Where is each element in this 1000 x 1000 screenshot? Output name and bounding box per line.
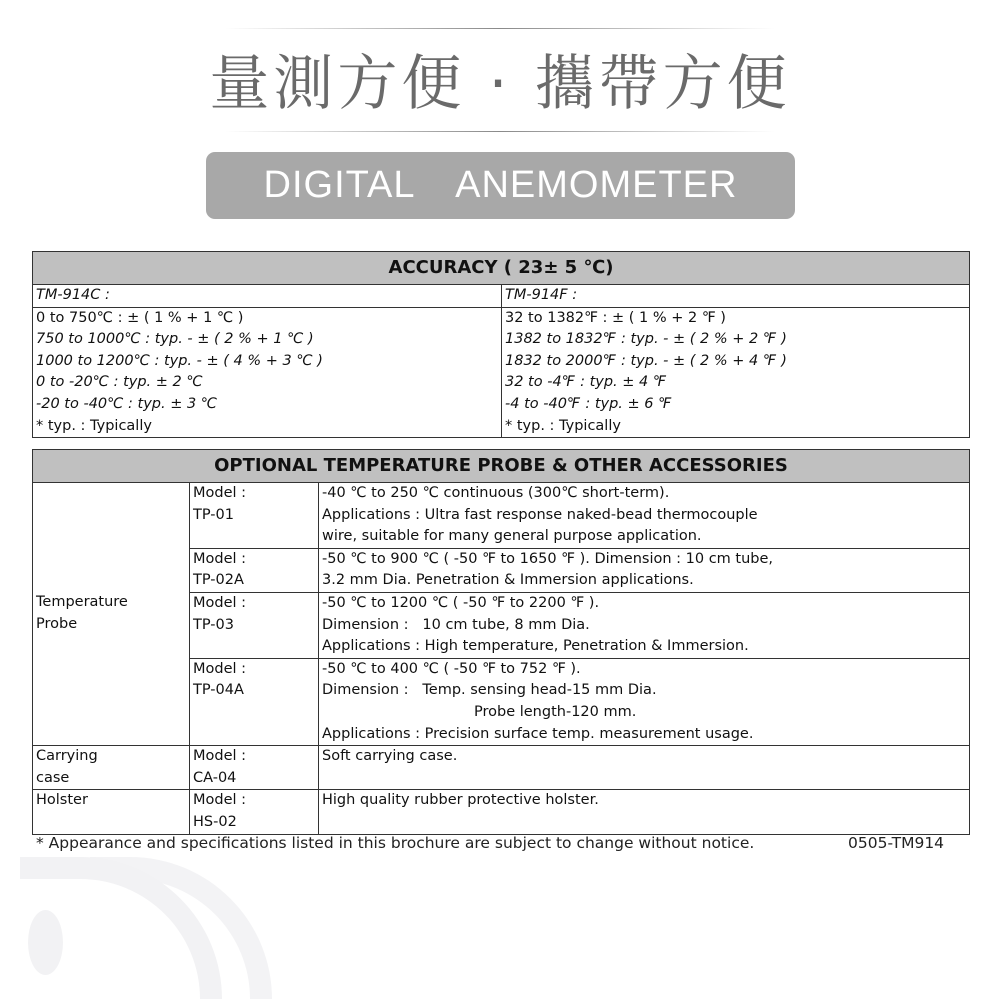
accuracy-line: 0 to 750℃ : ± ( 1 % + 1 ℃ ) bbox=[36, 309, 244, 326]
description-cell bbox=[319, 483, 970, 549]
description-cell bbox=[319, 592, 970, 658]
category-temperature-probe bbox=[33, 483, 190, 746]
model-label: Model : bbox=[193, 485, 247, 501]
model-label: Model : bbox=[193, 550, 247, 567]
description-cell bbox=[319, 658, 970, 745]
accuracy-title: ACCURACY ( 23± 5 ℃) bbox=[33, 252, 970, 285]
desc-line: Dimension : Temp. sensing head-15 mm Dia. bbox=[322, 682, 657, 699]
product-name-banner bbox=[206, 152, 795, 219]
category-line: Temperature bbox=[36, 594, 128, 611]
description-cell bbox=[319, 548, 970, 592]
desc-line: 3.2 mm Dia. Penetration & Immersion applications. bbox=[322, 572, 694, 589]
model-label: Model : bbox=[193, 748, 247, 765]
accuracy-line: -20 to -40℃ : typ. ± 3 ℃ bbox=[36, 395, 218, 412]
top-divider bbox=[225, 28, 775, 29]
accuracy-fahrenheit-cell bbox=[502, 307, 970, 438]
accuracy-line: 1000 to 1200℃ : typ. - ± ( 4 % + 3 ℃ ) bbox=[36, 352, 323, 369]
model-label-f: TM-914F : bbox=[502, 285, 970, 308]
accuracy-line: 32 to 1382℉ : ± ( 1 % + 2 ℉ ) bbox=[505, 309, 726, 326]
model-cell bbox=[190, 592, 319, 658]
model-number: HS-02 bbox=[193, 813, 237, 830]
accessories-title: OPTIONAL TEMPERATURE PROBE & OTHER ACCESSORIES bbox=[33, 450, 970, 483]
bottom-divider bbox=[225, 131, 775, 132]
document-code: 0505-TM914 bbox=[848, 834, 945, 852]
desc-line: Applications : High temperature, Penetration & Immersion. bbox=[322, 638, 749, 655]
chinese-title: 量測方便 · 攜帶方便 bbox=[209, 49, 791, 119]
desc-line: Applications : Precision surface temp. measurement usage. bbox=[322, 725, 754, 742]
desc-line: -50 ℃ to 1200 ℃ ( -50 ℉ to 2200 ℉ ). bbox=[322, 594, 600, 611]
typ-note: * typ. : Typically bbox=[505, 417, 621, 434]
model-cell bbox=[190, 658, 319, 745]
desc-line: Soft carrying case. bbox=[322, 748, 458, 765]
accuracy-line: 0 to -20℃ : typ. ± 2 ℃ bbox=[36, 374, 203, 391]
category-holster: Holster bbox=[33, 790, 190, 834]
model-cell bbox=[190, 790, 319, 834]
desc-line: -50 ℃ to 400 ℃ ( -50 ℉ to 752 ℉ ). bbox=[322, 660, 581, 677]
accuracy-line: 1382 to 1832℉ : typ. - ± ( 2 % + 2 ℉ ) bbox=[505, 331, 787, 348]
model-number: CA-04 bbox=[193, 769, 237, 786]
accuracy-line: 1832 to 2000℉ : typ. - ± ( 2 % + 4 ℉ ) bbox=[505, 352, 787, 369]
model-cell bbox=[190, 548, 319, 592]
model-number: TP-01 bbox=[193, 506, 234, 523]
model-label: Model : bbox=[193, 660, 247, 677]
product-name: DIGITAL ANEMOMETER bbox=[263, 164, 738, 206]
disclaimer: * Appearance and specifications listed in this brochure are subject to change without notice. bbox=[36, 834, 755, 852]
model-label: Model : bbox=[193, 594, 247, 611]
model-number: TP-03 bbox=[193, 616, 234, 633]
typ-note: * typ. : Typically bbox=[36, 417, 152, 434]
category-carrying-case bbox=[33, 746, 190, 790]
model-label-c: TM-914C : bbox=[33, 285, 502, 308]
desc-line: -50 ℃ to 900 ℃ ( -50 ℉ to 1650 ℉ ). Dimension : 10 cm tube, bbox=[322, 550, 774, 567]
desc-line: Probe length-120 mm. bbox=[474, 703, 637, 720]
description-cell bbox=[319, 790, 970, 834]
description-cell bbox=[319, 746, 970, 790]
desc-line: High quality rubber protective holster. bbox=[322, 792, 599, 809]
accuracy-line: 32 to -4℉ : typ. ± 4 ℉ bbox=[505, 374, 667, 391]
desc-line: -40 ℃ to 250 ℃ continuous (300℃ short-term). bbox=[322, 485, 670, 501]
model-cell bbox=[190, 746, 319, 790]
model-cell bbox=[190, 483, 319, 549]
desc-line: Dimension : 10 cm tube, 8 mm Dia. bbox=[322, 616, 590, 633]
accuracy-line: 750 to 1000℃ : typ. - ± ( 2 % + 1 ℃ ) bbox=[36, 331, 314, 348]
accessories-table bbox=[32, 449, 970, 835]
category-line: Carrying bbox=[36, 748, 98, 765]
accuracy-table bbox=[32, 251, 970, 438]
desc-line: Applications : Ultra fast response naked-bead thermocouple bbox=[322, 506, 758, 523]
accuracy-celsius-cell bbox=[33, 307, 502, 438]
watermark-arc-icon bbox=[90, 857, 272, 999]
category-line: case bbox=[36, 769, 70, 786]
model-number: TP-02A bbox=[193, 572, 244, 589]
category-line: Probe bbox=[36, 616, 78, 633]
model-label: Model : bbox=[193, 792, 247, 809]
desc-line: wire, suitable for many general purpose application. bbox=[322, 528, 702, 545]
model-number: TP-04A bbox=[193, 682, 244, 699]
accuracy-line: -4 to -40℉ : typ. ± 6 ℉ bbox=[505, 395, 672, 412]
